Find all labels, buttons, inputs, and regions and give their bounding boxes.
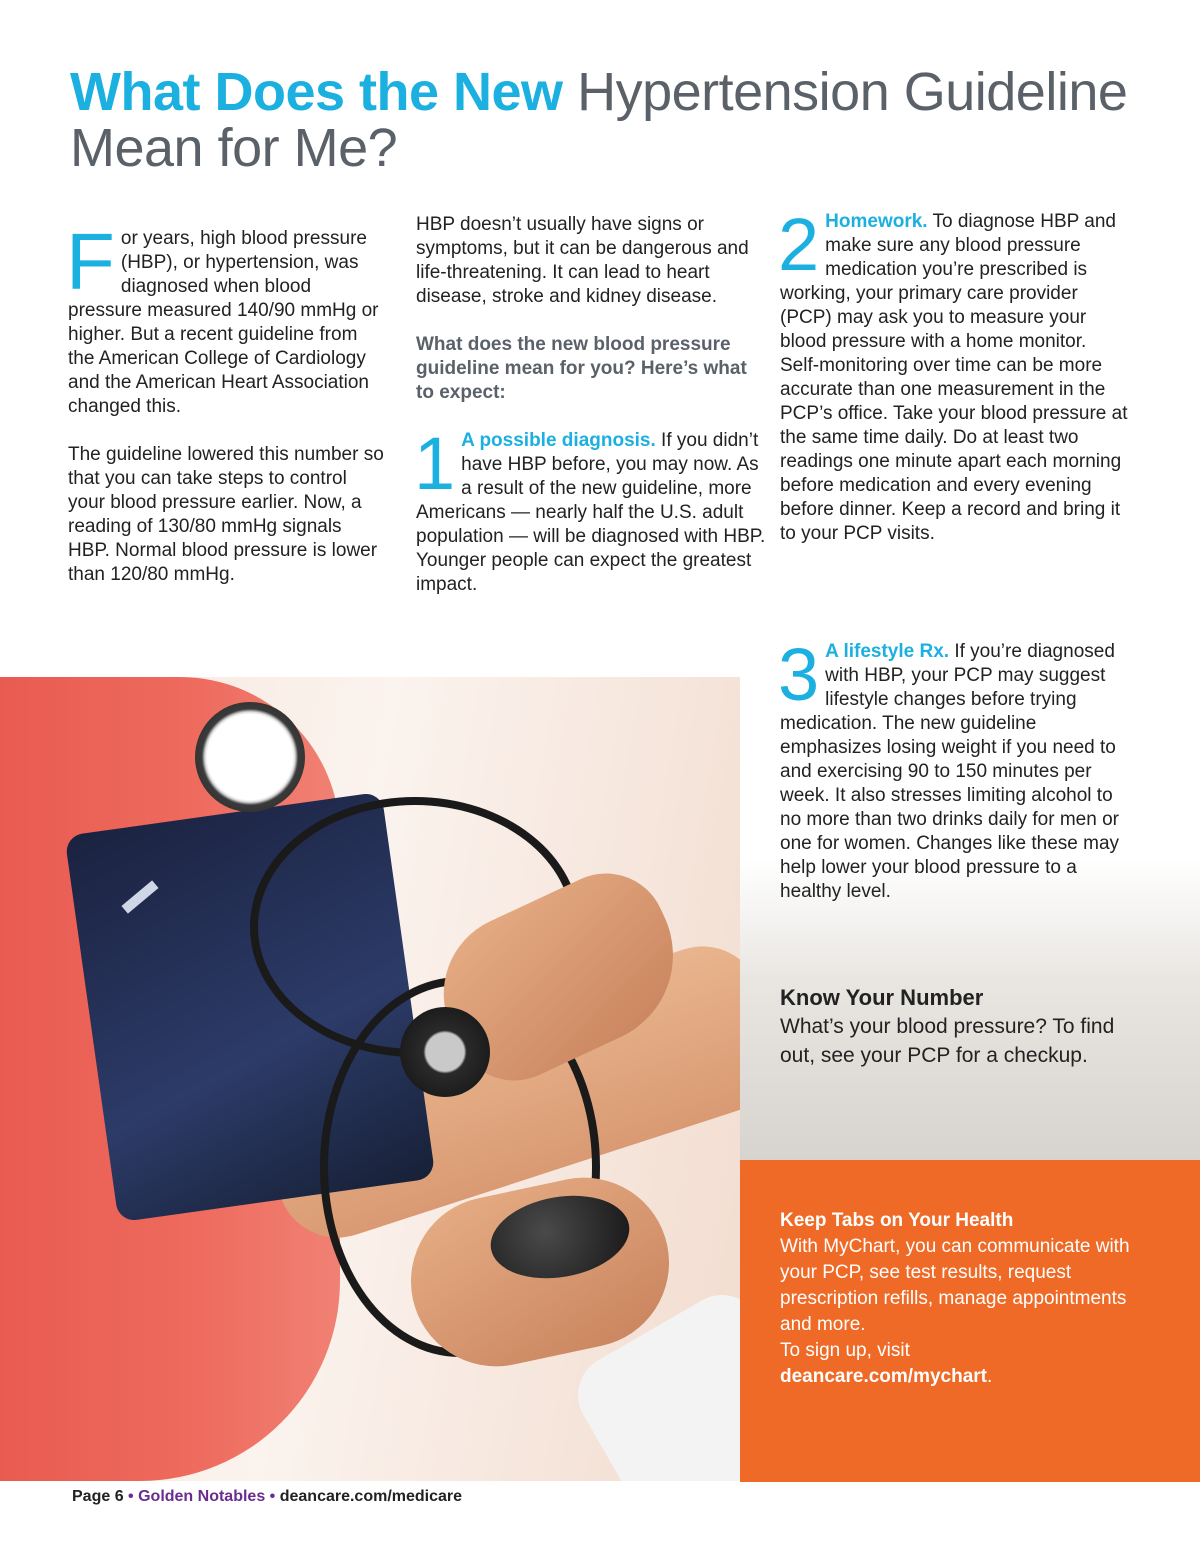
page-footer: [72, 1488, 462, 1506]
magazine-name: Golden Notables: [138, 1488, 266, 1505]
item-text-3: If you’re diagnosed with HBP, your PCP may suggest lifestyle changes before trying medication. The new guideline emphasizes losing weight if you need to and exercising 90 to 150 minutes per week. It also stresses limiting alcohol to no more than two drinks daily for men or one for women. Changes like these may help lower your blood pressure to a healthy level.: [780, 641, 1120, 902]
blood-pressure-photo: [0, 677, 740, 1481]
item-text-2: To diagnose HBP and make sure any blood pressure medication you’re prescribed is working, your primary care provider (PCP) may ask you to measure your blood pressure with a home monitor. Self-monitoring over time can be more accurate than one measurement in the PCP’s office. Take your blood pressure at the same time daily. Do at least two readings one minute apart each morning before medication and every evening before dinner. Keep a record and bring it to your PCP visits.: [780, 211, 1128, 544]
item-diagnosis: [414, 422, 766, 597]
item-number-1: 1: [414, 422, 456, 505]
mychart-box: [740, 1160, 1200, 1482]
item-lead-2: Homework.: [825, 211, 928, 232]
item-homework: [778, 203, 1130, 546]
know-your-number: [780, 984, 1140, 1070]
title-rest: Hypertension Guideline Mean for Me?: [70, 62, 1128, 178]
column-3-lower: [778, 633, 1130, 928]
footer-site[interactable]: deancare.com/medicare: [279, 1488, 463, 1505]
gauge-dial-icon: [195, 702, 305, 812]
item-lead-1: A possible diagnosis.: [461, 430, 656, 451]
drop-cap: F: [66, 217, 115, 306]
item-lead-3: A lifestyle Rx.: [825, 641, 950, 662]
column-3: [778, 203, 1130, 570]
page-number: Page 6: [72, 1488, 124, 1505]
title-highlight: What Does the New: [70, 62, 563, 122]
mychart-period: .: [987, 1366, 993, 1387]
mychart-text: With MyChart, you can communicate with your PCP, see test results, request prescription refills, manage appointments and more.: [780, 1236, 1130, 1335]
guideline-paragraph: The guideline lowered this number so that you can take steps to control your blood pressure earlier. Now, a reading of 130/80 mmHg signals HBP. Normal blood pressure is lower than 120/80 mmHg.: [68, 444, 384, 585]
item-number-2: 2: [778, 203, 820, 286]
mychart-signup: To sign up, visit: [780, 1340, 910, 1361]
item-number-3: 3: [778, 633, 820, 716]
know-heading: Know Your Number: [780, 985, 984, 1010]
intro-paragraph: [66, 217, 388, 419]
footer-separator-2: •: [265, 1488, 280, 1505]
column-2: [416, 213, 766, 621]
mychart-link[interactable]: deancare.com/mychart: [780, 1366, 987, 1387]
item-lifestyle: [778, 633, 1130, 904]
stethoscope-chestpiece: [400, 1007, 490, 1097]
column-1: [66, 217, 388, 611]
item-text-1: If you didn’t have HBP before, you may now. As a result of the new guideline, more Americans — nearly half the U.S. adult population — will be diagnosed with HBP. Younger people can expect the greatest impact.: [416, 430, 766, 595]
symptoms-paragraph: HBP doesn’t usually have signs or symptoms, but it can be dangerous and life-threatening. It can lead to heart disease, stroke and kidney disease.: [416, 214, 749, 307]
know-text: What’s your blood pressure? To find out, see your PCP for a checkup.: [780, 1015, 1115, 1067]
question-paragraph: What does the new blood pressure guideline mean for you? Here’s what to expect:: [416, 334, 747, 403]
page-title: [70, 64, 1150, 176]
mychart-heading: Keep Tabs on Your Health: [780, 1210, 1014, 1231]
intro-text: or years, high blood pressure (HBP), or hypertension, was diagnosed when blood pressure measured 140/90 mmHg or higher. But a recent guideline from the American College of Cardiology and the American Heart Association changed this.: [68, 228, 379, 417]
footer-separator-1: •: [123, 1488, 139, 1505]
